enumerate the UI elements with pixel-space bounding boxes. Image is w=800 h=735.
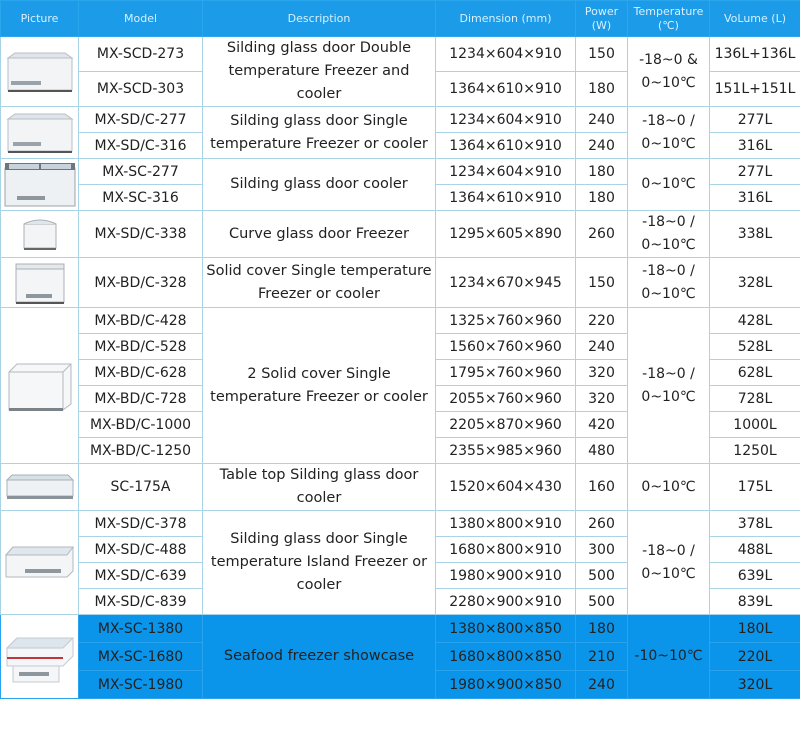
description-cell: Silding glass door cooler	[203, 159, 436, 211]
model-cell: MX-SC-1980	[79, 671, 203, 699]
model-cell: MX-BD/C-1000	[79, 412, 203, 438]
product-picture	[1, 107, 79, 159]
double-solid-cover-freezer-icon	[5, 358, 75, 414]
power-cell: 300	[576, 537, 628, 563]
model-cell: MX-SCD-303	[79, 72, 203, 107]
sliding-glass-cooler-icon	[3, 160, 77, 210]
volume-cell: 320L	[710, 671, 800, 699]
volume-cell: 528L	[710, 334, 800, 360]
power-cell: 180	[576, 185, 628, 211]
temperature-cell: -18~0 & 0~10℃	[628, 37, 710, 107]
temperature-cell: 0~10℃	[628, 159, 710, 211]
curve-glass-freezer-icon	[20, 216, 60, 252]
description-cell: Curve glass door Freezer	[203, 211, 436, 258]
model-cell: MX-SCD-273	[79, 37, 203, 72]
power-cell: 320	[576, 386, 628, 412]
table-row-highlighted	[1, 615, 800, 643]
power-cell: 180	[576, 72, 628, 107]
volume-cell: 220L	[710, 643, 800, 671]
sliding-glass-chest-freezer-icon	[5, 111, 75, 155]
header-model: Model	[79, 1, 203, 37]
temperature-cell: -18~0 / 0~10℃	[628, 211, 710, 258]
product-picture	[1, 37, 79, 107]
header-temperature: Temperature (℃)	[628, 1, 710, 37]
dimension-cell: 1325×760×960	[436, 308, 576, 334]
dimension-cell: 1520×604×430	[436, 464, 576, 511]
power-cell: 500	[576, 563, 628, 589]
dimension-cell: 1364×610×910	[436, 133, 576, 159]
table-row	[1, 37, 800, 72]
header-power: Power (W)	[576, 1, 628, 37]
header-description: Description	[203, 1, 436, 37]
power-cell: 240	[576, 107, 628, 133]
table-row	[1, 308, 800, 334]
description-cell: Table top Silding glass door cooler	[203, 464, 436, 511]
volume-cell: 277L	[710, 159, 800, 185]
dimension-cell: 1680×800×910	[436, 537, 576, 563]
power-cell: 180	[576, 159, 628, 185]
volume-cell: 378L	[710, 511, 800, 537]
description-cell: Seafood freezer showcase	[203, 615, 436, 699]
power-cell: 240	[576, 133, 628, 159]
table-row	[1, 464, 800, 511]
dimension-cell: 1234×670×945	[436, 258, 576, 308]
power-cell: 220	[576, 308, 628, 334]
volume-cell: 175L	[710, 464, 800, 511]
power-cell: 180	[576, 615, 628, 643]
description-cell: Silding glass door Single temperature Island Freezer or cooler	[203, 511, 436, 615]
product-picture	[1, 511, 79, 615]
dimension-cell: 1295×605×890	[436, 211, 576, 258]
table-header-row	[1, 1, 800, 37]
power-cell: 240	[576, 671, 628, 699]
seafood-showcase-icon	[3, 626, 77, 688]
power-cell: 500	[576, 589, 628, 615]
temperature-cell: -18~0 / 0~10℃	[628, 258, 710, 308]
description-cell: Silding glass door Single temperature Freezer or cooler	[203, 107, 436, 159]
table-row	[1, 107, 800, 133]
dimension-cell: 2280×900×910	[436, 589, 576, 615]
temperature-cell: -18~0 / 0~10℃	[628, 308, 710, 464]
dimension-cell: 2055×760×960	[436, 386, 576, 412]
volume-cell: 180L	[710, 615, 800, 643]
volume-cell: 316L	[710, 133, 800, 159]
power-cell: 210	[576, 643, 628, 671]
table-top-cooler-icon	[4, 472, 76, 502]
power-cell: 160	[576, 464, 628, 511]
power-cell: 480	[576, 438, 628, 464]
model-cell: MX-BD/C-428	[79, 308, 203, 334]
model-cell: MX-SD/C-639	[79, 563, 203, 589]
model-cell: MX-SD/C-488	[79, 537, 203, 563]
island-freezer-icon	[3, 541, 77, 585]
table-row	[1, 258, 800, 308]
dimension-cell: 1364×610×910	[436, 185, 576, 211]
description-cell: Solid cover Single temperature Freezer or cooler	[203, 258, 436, 308]
dimension-cell: 1380×800×850	[436, 615, 576, 643]
volume-cell: 338L	[710, 211, 800, 258]
dimension-cell: 1560×760×960	[436, 334, 576, 360]
table-row	[1, 159, 800, 185]
dimension-cell: 1795×760×960	[436, 360, 576, 386]
dimension-cell: 1364×610×910	[436, 72, 576, 107]
model-cell: MX-BD/C-628	[79, 360, 203, 386]
product-picture	[1, 615, 79, 699]
temperature-cell: -18~0 / 0~10℃	[628, 511, 710, 615]
dimension-cell: 1234×604×910	[436, 159, 576, 185]
volume-cell: 277L	[710, 107, 800, 133]
volume-cell: 488L	[710, 537, 800, 563]
power-cell: 260	[576, 211, 628, 258]
volume-cell: 428L	[710, 308, 800, 334]
volume-cell: 328L	[710, 258, 800, 308]
product-picture	[1, 258, 79, 308]
model-cell: MX-BD/C-328	[79, 258, 203, 308]
solid-cover-freezer-icon	[12, 260, 68, 306]
volume-cell: 639L	[710, 563, 800, 589]
header-volume: VoLume (L)	[710, 1, 800, 37]
temperature-cell: 0~10℃	[628, 464, 710, 511]
model-cell: MX-SC-1380	[79, 615, 203, 643]
model-cell: MX-SC-277	[79, 159, 203, 185]
model-cell: SC-175A	[79, 464, 203, 511]
volume-cell: 1250L	[710, 438, 800, 464]
model-cell: MX-SD/C-378	[79, 511, 203, 537]
power-cell: 240	[576, 334, 628, 360]
volume-cell: 728L	[710, 386, 800, 412]
power-cell: 420	[576, 412, 628, 438]
power-cell: 150	[576, 37, 628, 72]
model-cell: MX-BD/C-528	[79, 334, 203, 360]
table-row	[1, 511, 800, 537]
product-picture	[1, 308, 79, 464]
model-cell: MX-SC-1680	[79, 643, 203, 671]
header-picture: Picture	[1, 1, 79, 37]
dimension-cell: 2205×870×960	[436, 412, 576, 438]
dimension-cell: 1234×604×910	[436, 37, 576, 72]
volume-cell: 151L+151L	[710, 72, 800, 107]
volume-cell: 839L	[710, 589, 800, 615]
dimension-cell: 1980×900×910	[436, 563, 576, 589]
header-dimension: Dimension (mm)	[436, 1, 576, 37]
temperature-cell: -10~10℃	[628, 615, 710, 699]
model-cell: MX-BD/C-1250	[79, 438, 203, 464]
volume-cell: 1000L	[710, 412, 800, 438]
power-cell: 150	[576, 258, 628, 308]
dimension-cell: 1380×800×910	[436, 511, 576, 537]
power-cell: 260	[576, 511, 628, 537]
sliding-glass-chest-freezer-icon	[5, 50, 75, 94]
temperature-cell: -18~0 / 0~10℃	[628, 107, 710, 159]
model-cell: MX-BD/C-728	[79, 386, 203, 412]
dimension-cell: 1234×604×910	[436, 107, 576, 133]
model-cell: MX-SC-316	[79, 185, 203, 211]
description-cell: Silding glass door Double temperature Freezer and cooler	[203, 37, 436, 107]
power-cell: 320	[576, 360, 628, 386]
dimension-cell: 1980×900×850	[436, 671, 576, 699]
description-cell: 2 Solid cover Single temperature Freezer or cooler	[203, 308, 436, 464]
table-row	[1, 211, 800, 258]
volume-cell: 628L	[710, 360, 800, 386]
model-cell: MX-SD/C-277	[79, 107, 203, 133]
product-picture	[1, 211, 79, 258]
model-cell: MX-SD/C-839	[79, 589, 203, 615]
model-cell: MX-SD/C-338	[79, 211, 203, 258]
dimension-cell: 1680×800×850	[436, 643, 576, 671]
product-picture	[1, 464, 79, 511]
dimension-cell: 2355×985×960	[436, 438, 576, 464]
volume-cell: 136L+136L	[710, 37, 800, 72]
volume-cell: 316L	[710, 185, 800, 211]
model-cell: MX-SD/C-316	[79, 133, 203, 159]
product-picture	[1, 159, 79, 211]
